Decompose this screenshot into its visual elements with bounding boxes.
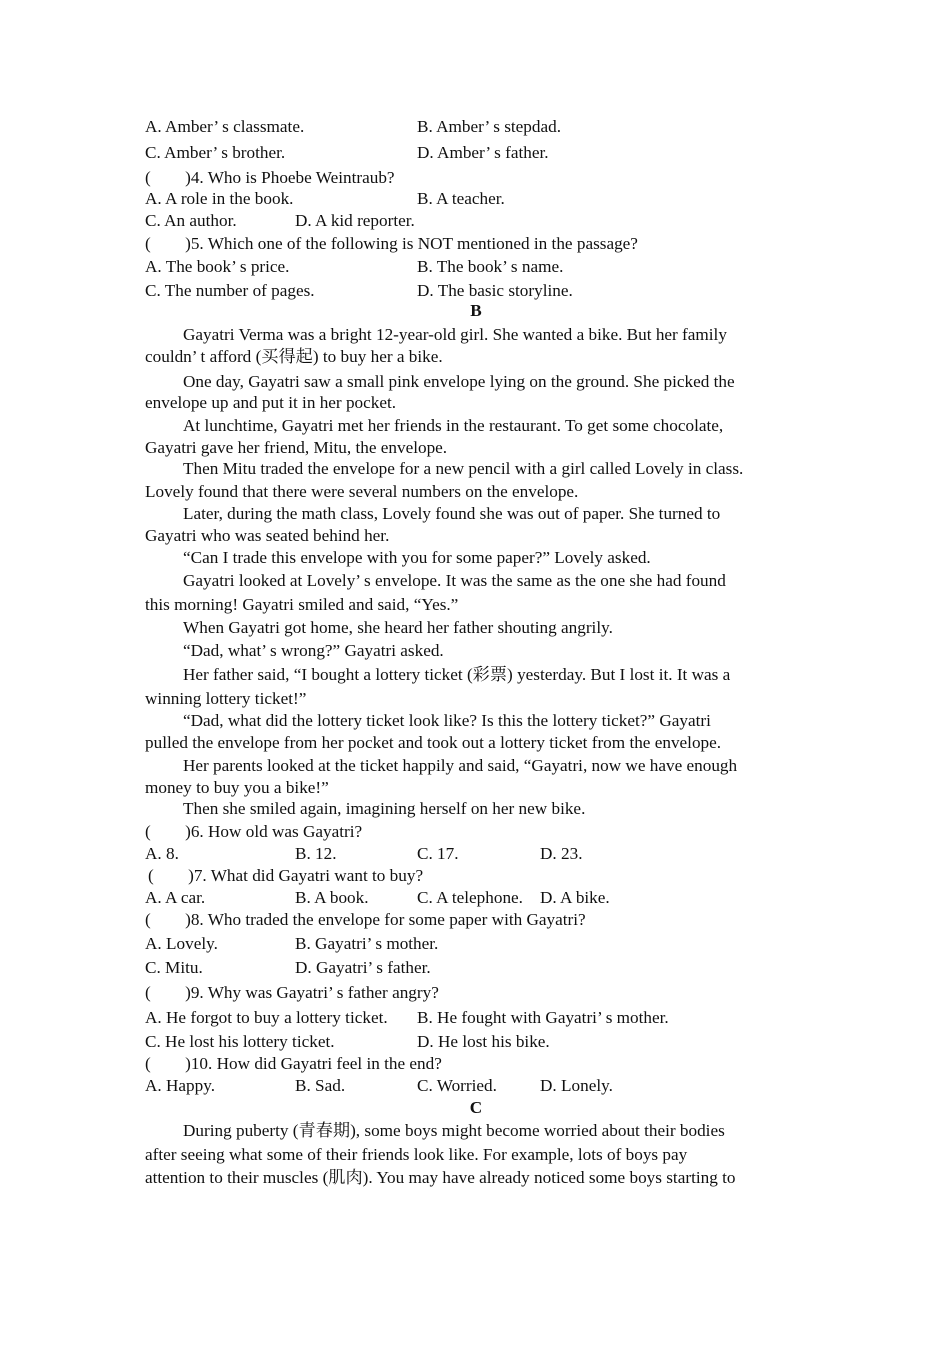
q9-option-a: A. He forgot to buy a lottery ticket. — [145, 1008, 388, 1027]
passage-b-line: At lunchtime, Gayatri met her friends in the restaurant. To get some chocolate, — [183, 416, 724, 435]
q4-stem: ( )4. Who is Phoebe Weintraub? — [145, 168, 395, 187]
q8-option-c: C. Mitu. — [145, 958, 203, 977]
q5-stem: ( )5. Which one of the following is NOT mentioned in the passage? — [145, 234, 638, 253]
q7-option-a: A. A car. — [145, 888, 206, 907]
passage-b-line: “Can I trade this envelope with you for some paper?” Lovely asked. — [183, 548, 651, 567]
q4-option-b: B. A teacher. — [417, 189, 505, 208]
passage-b-line: “Dad, what’ s wrong?” Gayatri asked. — [183, 641, 444, 660]
q4-option-a: A. A role in the book. — [145, 189, 294, 208]
q5-option-d: D. The basic storyline. — [417, 281, 573, 300]
passage-b-line: Later, during the math class, Lovely found she was out of paper. She turned to — [183, 504, 721, 523]
section-c-heading: C — [469, 1098, 483, 1117]
passage-b-line: One day, Gayatri saw a small pink envelope lying on the ground. She picked the — [183, 372, 735, 391]
passage-b-line: Her parents looked at the ticket happily and said, “Gayatri, now we have enough — [183, 756, 738, 775]
q5-option-c: C. The number of pages. — [145, 281, 315, 300]
q6-stem: ( )6. How old was Gayatri? — [145, 822, 363, 841]
q6-option-c: C. 17. — [417, 844, 459, 863]
q3-option-c: C. Amber’ s brother. — [145, 143, 286, 162]
passage-b-line: Gayatri looked at Lovely’ s envelope. It was the same as the one she had found — [183, 571, 726, 590]
q4-option-c: C. An author. — [145, 211, 237, 230]
section-b-heading: B — [470, 301, 482, 320]
q5-option-b: B. The book’ s name. — [417, 257, 564, 276]
q10-stem: ( )10. How did Gayatri feel in the end? — [145, 1054, 442, 1073]
passage-b-line: winning lottery ticket!” — [145, 689, 307, 708]
q3-option-b: B. Amber’ s stepdad. — [417, 117, 562, 136]
passage-b-line: Gayatri who was seated behind her. — [145, 526, 390, 545]
q4-option-d: D. A kid reporter. — [295, 211, 415, 230]
q6-option-b: B. 12. — [295, 844, 337, 863]
passage-b-line: Then she smiled again, imagining herself on her new bike. — [183, 799, 586, 818]
passage-b-line: Lovely found that there were several numbers on the envelope. — [145, 482, 579, 501]
passage-b-line: couldn’ t afford (买得起) to buy her a bike. — [145, 347, 443, 366]
passage-b-line: “Dad, what did the lottery ticket look like? Is this the lottery ticket?” Gayatri — [183, 711, 711, 730]
q3-option-d: D. Amber’ s father. — [417, 143, 549, 162]
q8-option-b: B. Gayatri’ s mother. — [295, 934, 439, 953]
q7-option-b: B. A book. — [295, 888, 369, 907]
q9-option-b: B. He fought with Gayatri’ s mother. — [417, 1008, 669, 1027]
q7-option-d: D. A bike. — [540, 888, 610, 907]
passage-b-line: Gayatri gave her friend, Mitu, the envelope. — [145, 438, 448, 457]
q6-option-a: A. 8. — [145, 844, 179, 863]
q10-option-d: D. Lonely. — [540, 1076, 613, 1095]
q8-option-a: A. Lovely. — [145, 934, 218, 953]
q7-option-c: C. A telephone. — [417, 888, 523, 907]
q9-stem: ( )9. Why was Gayatri’ s father angry? — [145, 983, 439, 1002]
q8-stem: ( )8. Who traded the envelope for some paper with Gayatri? — [145, 910, 586, 929]
passage-b-line: Gayatri Verma was a bright 12-year-old girl. She wanted a bike. But her family — [183, 325, 727, 344]
q7-stem: ( )7. What did Gayatri want to buy? — [148, 866, 424, 885]
q10-option-b: B. Sad. — [295, 1076, 346, 1095]
q6-option-d: D. 23. — [540, 844, 583, 863]
passage-b-line: money to buy you a bike!” — [145, 778, 329, 797]
passage-c-line: after seeing what some of their friends look like. For example, lots of boys pay — [145, 1145, 688, 1164]
q10-option-c: C. Worried. — [417, 1076, 497, 1095]
passage-b-line: When Gayatri got home, she heard her father shouting angrily. — [183, 618, 613, 637]
passage-c-line: During puberty (青春期), some boys might become worried about their bodies — [183, 1121, 725, 1140]
q8-option-d: D. Gayatri’ s father. — [295, 958, 431, 977]
passage-b-line: Her father said, “I bought a lottery ticket (彩票) yesterday. But I lost it. It was a — [183, 665, 731, 684]
passage-c-line: attention to their muscles (肌肉). You may have already noticed some boys starting to — [145, 1168, 736, 1187]
passage-b-line: Then Mitu traded the envelope for a new pencil with a girl called Lovely in class. — [183, 459, 744, 478]
q5-option-a: A. The book’ s price. — [145, 257, 290, 276]
q3-option-a: A. Amber’ s classmate. — [145, 117, 305, 136]
passage-b-line: envelope up and put it in her pocket. — [145, 393, 397, 412]
q10-option-a: A. Happy. — [145, 1076, 216, 1095]
passage-b-line: this morning! Gayatri smiled and said, “Yes.” — [145, 595, 459, 614]
passage-b-line: pulled the envelope from her pocket and took out a lottery ticket from the envelope. — [145, 733, 722, 752]
q9-option-c: C. He lost his lottery ticket. — [145, 1032, 335, 1051]
q9-option-d: D. He lost his bike. — [417, 1032, 550, 1051]
